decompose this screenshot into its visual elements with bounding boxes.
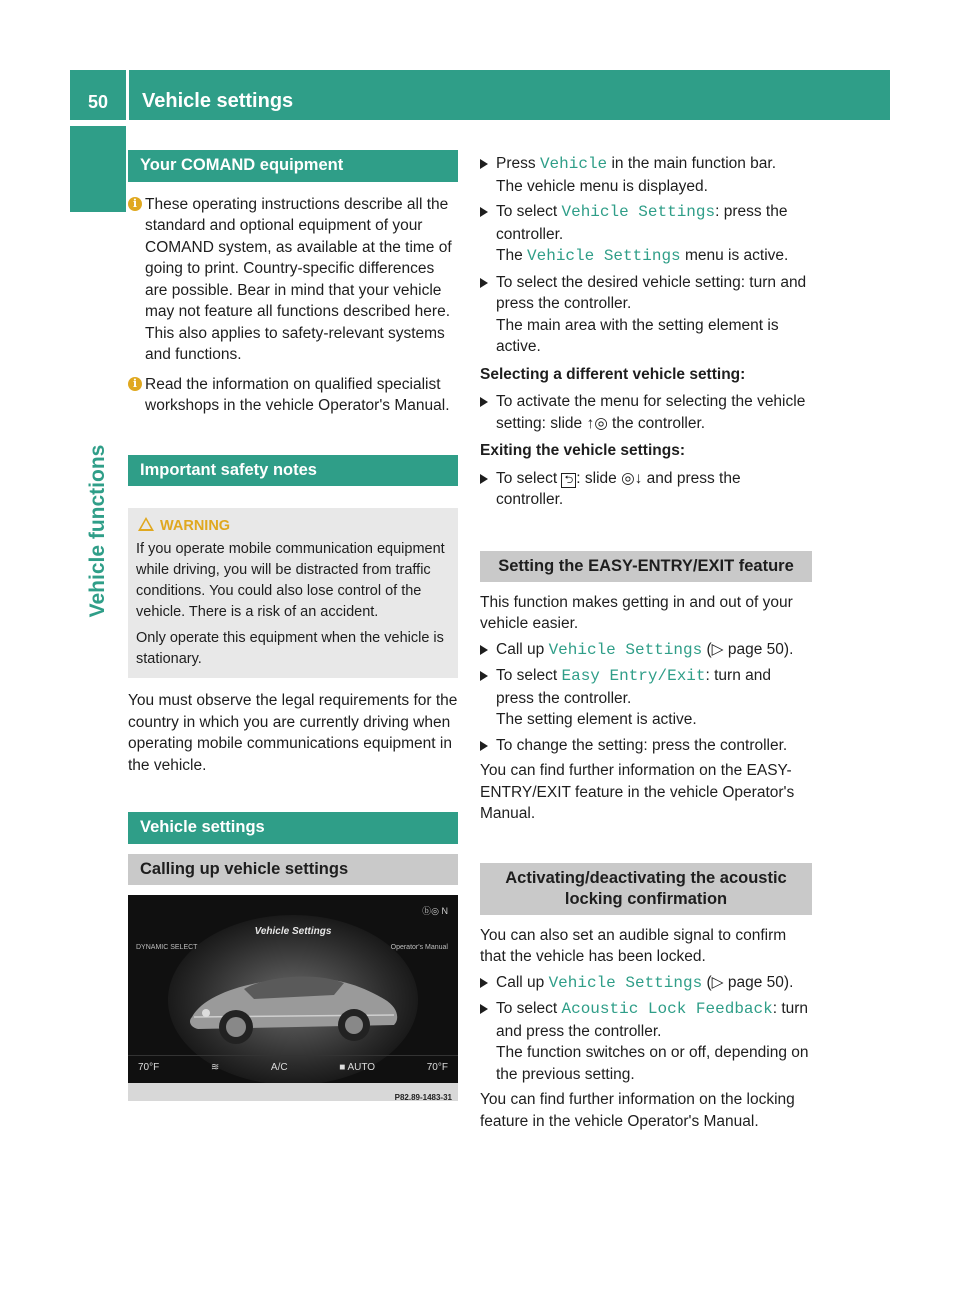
keyword: Vehicle Settings (548, 973, 703, 992)
screen-status-icons: ⓑ◎ N (422, 905, 448, 916)
step-item: Call up Vehicle Settings (▷ page 50). (480, 972, 812, 995)
section-title-safety: Important safety notes (128, 455, 458, 487)
body-text: You can find further information on the locking feature in the vehicle Operator's Manual. (480, 1091, 795, 1130)
step-result: The main area with the setting element is active. (496, 316, 779, 355)
info-paragraph (128, 374, 458, 417)
step-arrow-icon (480, 159, 488, 169)
subheading: Selecting a different vehicle setting: (480, 365, 746, 383)
temp-right: 70°F (426, 1062, 448, 1074)
page-number: 50 (88, 92, 109, 112)
keyword: Vehicle Settings (548, 640, 703, 659)
step-arrow-icon (480, 397, 488, 407)
chapter-label: Vehicle functions (86, 444, 109, 618)
info-paragraph (128, 194, 458, 366)
step-item: To select Easy Entry/Exit: turn and press the controller. The setting element is active. (480, 665, 812, 731)
ac-label: A/C (270, 1062, 288, 1074)
info-text: Read the information on qualified specialist workshops in the vehicle Operator's Manual. (145, 375, 450, 414)
step-arrow-icon (480, 1004, 488, 1014)
step-result: The vehicle menu is displayed. (496, 177, 708, 195)
keyword: Acoustic Lock Feedback (561, 1000, 773, 1018)
info-icon: i (128, 377, 142, 391)
body-text: You can find further information on the EASY-ENTRY/EXIT feature in the vehicle Operator's Manual. (480, 762, 795, 822)
keyword: Vehicle Settings (561, 203, 716, 221)
step-item: To change the setting: press the controller. (480, 735, 812, 757)
step-arrow-icon (480, 671, 488, 681)
body-text: You can also set an audible signal to confirm that the vehicle has been locked. (480, 926, 787, 965)
warning-icon (138, 517, 154, 531)
header-divider (126, 70, 129, 120)
step-arrow-icon (480, 741, 488, 751)
chapter-tab (70, 126, 126, 1178)
image-code: P82.89-1483-31 (128, 1083, 458, 1101)
climate-bar (128, 1055, 458, 1081)
back-icon: ⮌ (561, 473, 576, 488)
warning-box (128, 508, 458, 678)
chapter-marker (70, 126, 126, 212)
warning-text: Only operate this equipment when the vehicle is stationary. (136, 630, 444, 667)
temp-left: 70°F (138, 1062, 160, 1074)
screenshot-vehicle-settings (128, 895, 458, 1101)
section-title-easy-entry: Setting the EASY-ENTRY/EXIT feature (480, 551, 812, 582)
right-column (480, 153, 812, 1140)
left-column (128, 150, 458, 1101)
warning-heading (136, 516, 450, 537)
step-item: To select Vehicle Settings: press the controller. The Vehicle Settings menu is active. (480, 201, 812, 268)
fan-icon: ≋ (210, 1062, 220, 1074)
section-title-vehicle-settings: Vehicle settings (128, 812, 458, 844)
page-title: Vehicle settings (142, 90, 294, 112)
step-arrow-icon (480, 978, 488, 988)
warning-label: WARNING (160, 518, 231, 534)
step-item: To select ⮌ : slide ◎↓ and press the controller. (480, 468, 812, 511)
body-text: You must observe the legal requirements for the country in which you are currently driving when operating mobile communications equipment in the vehicle. (128, 692, 458, 774)
keyword: Vehicle (539, 155, 608, 173)
subsection-title-calling-up: Calling up vehicle settings (128, 854, 458, 885)
info-text: These operating instructions describe all the standard and optional equipment of your COMAND system, as available at the time of going to print. Country-specific differences are possible. Bear in mind that your vehicle may not feature all functions described here. This also applies to safety-relevant systems and functions. (145, 195, 452, 363)
warning-text: If you operate mobile communication equipment while driving, you will be distracted from traffic conditions. You could also lose control of the vehicle. There is a risk of an accident. (136, 541, 445, 620)
step-item: To select the desired vehicle setting: turn and press the controller. The main area with the setting element is active. (480, 272, 812, 358)
subheading: Exiting the vehicle settings: (480, 442, 685, 459)
body-text: This function makes getting in and out of your vehicle easier. (480, 593, 793, 632)
section-title-comand: Your COMAND equipment (128, 150, 458, 182)
step-item: To select Acoustic Lock Feedback: turn and press the controller. The function switches on or off, depending on the previous setting. (480, 998, 812, 1085)
screen-operators-manual: Operator's Manual (390, 943, 448, 951)
car-icon (184, 955, 404, 1050)
keyword: Easy Entry/Exit (561, 667, 706, 685)
section-title-acoustic-lock: Activating/deactivating the acoustic locking confirmation (480, 863, 812, 915)
info-icon: i (128, 197, 142, 211)
step-item: To activate the menu for selecting the vehicle setting: slide ↑◎ the controller. (480, 391, 812, 434)
step-arrow-icon (480, 207, 488, 217)
auto-label: ■ AUTO (339, 1062, 376, 1074)
screen-dynamic-select: DYNAMIC SELECT (136, 943, 198, 951)
screen-title: Vehicle Settings (254, 925, 332, 937)
step-arrow-icon (480, 474, 488, 484)
step-item: Call up Vehicle Settings (▷ page 50). (480, 639, 812, 662)
step-item: Press Vehicle in the main function bar. The vehicle menu is displayed. (480, 153, 812, 197)
step-result: The function switches on or off, depending on the previous setting. (496, 1044, 809, 1083)
step-arrow-icon (480, 645, 488, 655)
step-result: The setting element is active. (496, 711, 697, 728)
step-arrow-icon (480, 278, 488, 288)
keyword: Vehicle Settings (527, 247, 681, 265)
page-header (70, 70, 890, 120)
